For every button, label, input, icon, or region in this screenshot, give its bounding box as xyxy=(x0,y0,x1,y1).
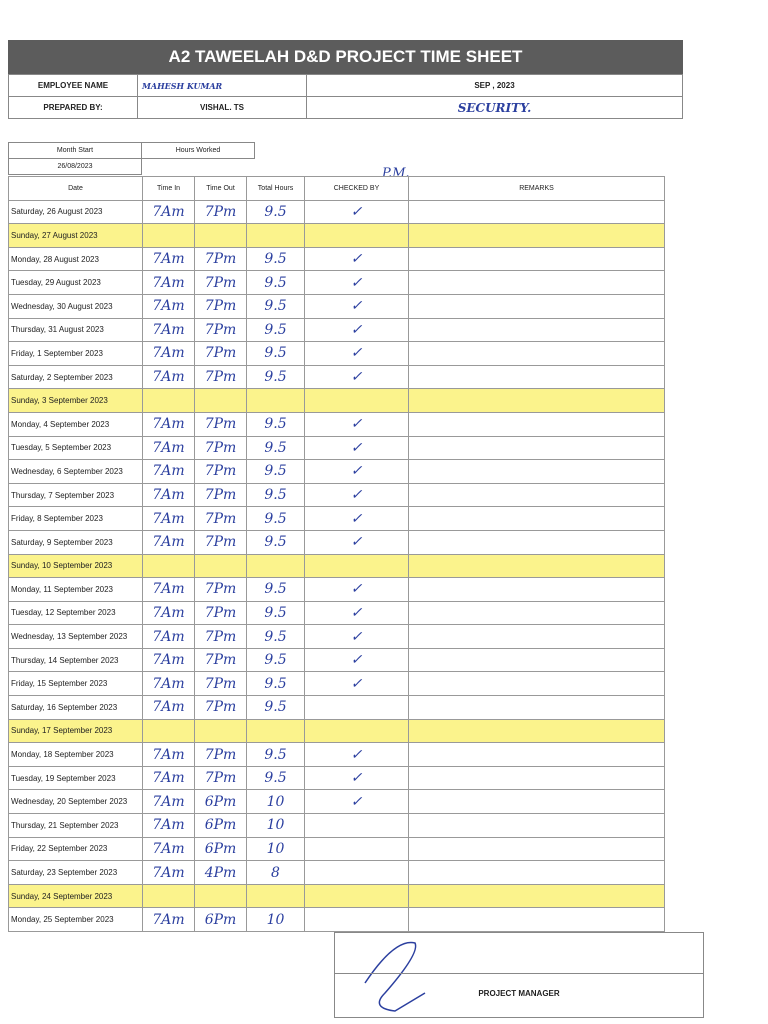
date-cell: Sunday, 24 September 2023 xyxy=(9,884,143,908)
checked-by-cell: ✓ xyxy=(305,601,409,625)
total-hours-cell: 9.5 xyxy=(247,625,305,649)
table-row xyxy=(9,554,665,578)
time-in-cell: 7Am xyxy=(143,578,195,602)
table-row xyxy=(9,908,665,932)
total-hours-cell: 9.5 xyxy=(247,530,305,554)
total-hours-cell: 9.5 xyxy=(247,672,305,696)
time-in-cell: 7Am xyxy=(143,271,195,295)
date-cell: Tuesday, 5 September 2023 xyxy=(9,436,143,460)
checked-by-cell xyxy=(305,554,409,578)
checked-by-cell: ✓ xyxy=(305,412,409,436)
date-cell: Wednesday, 20 September 2023 xyxy=(9,790,143,814)
table-row xyxy=(9,625,665,649)
time-out-cell: 7Pm xyxy=(195,460,247,484)
time-out-cell: 7Pm xyxy=(195,507,247,531)
table-row xyxy=(9,318,665,342)
remarks-cell xyxy=(409,507,665,531)
time-out-cell: 7Pm xyxy=(195,648,247,672)
table-row xyxy=(9,483,665,507)
time-out-cell: 7Pm xyxy=(195,200,247,224)
date-cell: Saturday, 9 September 2023 xyxy=(9,530,143,554)
table-row xyxy=(9,365,665,389)
time-in-cell: 7Am xyxy=(143,247,195,271)
checked-by-cell: ✓ xyxy=(305,294,409,318)
time-out-cell: 6Pm xyxy=(195,814,247,838)
date-cell: Monday, 11 September 2023 xyxy=(9,578,143,602)
prepared-by-value: VISHAL. TS xyxy=(138,97,307,119)
total-hours-cell: 9.5 xyxy=(247,318,305,342)
date-cell: Tuesday, 19 September 2023 xyxy=(9,766,143,790)
checked-by-cell: ✓ xyxy=(305,318,409,342)
time-in-cell: 7Am xyxy=(143,837,195,861)
timesheet-table xyxy=(8,176,665,932)
table-row xyxy=(9,342,665,366)
checked-by-cell: ✓ xyxy=(305,342,409,366)
remarks-cell xyxy=(409,743,665,767)
col-remarks: REMARKS xyxy=(409,177,665,201)
checked-by-cell: ✓ xyxy=(305,365,409,389)
position-value: SECURITY. xyxy=(307,97,683,119)
time-in-cell: 7Am xyxy=(143,507,195,531)
time-out-cell: 7Pm xyxy=(195,412,247,436)
total-hours-cell: 10 xyxy=(247,790,305,814)
remarks-cell xyxy=(409,884,665,908)
column-header-row xyxy=(9,177,665,201)
remarks-cell xyxy=(409,224,665,248)
checked-by-cell xyxy=(305,696,409,720)
checked-by-cell: ✓ xyxy=(305,625,409,649)
time-in-cell: 7Am xyxy=(143,648,195,672)
checked-by-cell: ✓ xyxy=(305,648,409,672)
checked-by-cell: ✓ xyxy=(305,507,409,531)
total-hours-cell: 9.5 xyxy=(247,412,305,436)
time-in-cell: 7Am xyxy=(143,696,195,720)
date-cell: Saturday, 2 September 2023 xyxy=(9,365,143,389)
table-row xyxy=(9,601,665,625)
date-cell: Monday, 25 September 2023 xyxy=(9,908,143,932)
date-cell: Friday, 15 September 2023 xyxy=(9,672,143,696)
date-cell: Friday, 22 September 2023 xyxy=(9,837,143,861)
time-out-cell: 7Pm xyxy=(195,696,247,720)
time-in-cell: 7Am xyxy=(143,436,195,460)
time-in-cell: 7Am xyxy=(143,625,195,649)
time-in-cell xyxy=(143,719,195,743)
remarks-cell xyxy=(409,412,665,436)
checked-by-cell xyxy=(305,837,409,861)
table-row xyxy=(9,743,665,767)
time-in-cell: 7Am xyxy=(143,412,195,436)
table-row xyxy=(9,648,665,672)
remarks-cell xyxy=(409,483,665,507)
remarks-cell xyxy=(409,460,665,484)
total-hours-cell xyxy=(247,389,305,413)
time-in-cell: 7Am xyxy=(143,601,195,625)
time-out-cell: 6Pm xyxy=(195,790,247,814)
pm-note: P.M. xyxy=(382,166,410,181)
total-hours-cell: 10 xyxy=(247,814,305,838)
time-in-cell: 7Am xyxy=(143,365,195,389)
remarks-cell xyxy=(409,530,665,554)
period-value: SEP , 2023 xyxy=(307,75,683,97)
total-hours-cell: 8 xyxy=(247,861,305,885)
checked-by-cell xyxy=(305,884,409,908)
table-row xyxy=(9,790,665,814)
total-hours-cell xyxy=(247,884,305,908)
checked-by-cell xyxy=(305,814,409,838)
time-in-cell: 7Am xyxy=(143,908,195,932)
remarks-cell xyxy=(409,554,665,578)
date-cell: Friday, 1 September 2023 xyxy=(9,342,143,366)
remarks-cell xyxy=(409,365,665,389)
table-row xyxy=(9,507,665,531)
checked-by-cell: ✓ xyxy=(305,483,409,507)
date-cell: Thursday, 21 September 2023 xyxy=(9,814,143,838)
checked-by-cell xyxy=(305,861,409,885)
time-in-cell: 7Am xyxy=(143,342,195,366)
time-in-cell: 7Am xyxy=(143,530,195,554)
remarks-cell xyxy=(409,342,665,366)
total-hours-cell: 9.5 xyxy=(247,200,305,224)
col-time-out: Time Out xyxy=(195,177,247,201)
time-in-cell: 7Am xyxy=(143,460,195,484)
total-hours-cell: 9.5 xyxy=(247,365,305,389)
remarks-cell xyxy=(409,389,665,413)
total-hours-cell: 9.5 xyxy=(247,294,305,318)
time-out-cell: 7Pm xyxy=(195,766,247,790)
date-cell: Saturday, 26 August 2023 xyxy=(9,200,143,224)
time-out-cell: 4Pm xyxy=(195,861,247,885)
date-cell: Wednesday, 6 September 2023 xyxy=(9,460,143,484)
date-cell: Monday, 28 August 2023 xyxy=(9,247,143,271)
remarks-cell xyxy=(409,625,665,649)
employee-name-value: MAHESH KUMAR xyxy=(138,75,307,97)
remarks-cell xyxy=(409,200,665,224)
table-row xyxy=(9,766,665,790)
time-out-cell xyxy=(195,389,247,413)
total-hours-cell: 9.5 xyxy=(247,743,305,767)
signature-divider xyxy=(335,973,703,974)
date-cell: Saturday, 23 September 2023 xyxy=(9,861,143,885)
header-table xyxy=(8,74,683,119)
remarks-cell xyxy=(409,294,665,318)
checked-by-cell: ✓ xyxy=(305,271,409,295)
time-out-cell: 7Pm xyxy=(195,483,247,507)
total-hours-cell: 9.5 xyxy=(247,342,305,366)
time-in-cell xyxy=(143,224,195,248)
time-in-cell: 7Am xyxy=(143,483,195,507)
time-out-cell: 7Pm xyxy=(195,271,247,295)
time-out-cell: 6Pm xyxy=(195,908,247,932)
time-out-cell: 7Pm xyxy=(195,294,247,318)
remarks-cell xyxy=(409,648,665,672)
checked-by-cell xyxy=(305,908,409,932)
total-hours-cell: 9.5 xyxy=(247,696,305,720)
table-row xyxy=(9,837,665,861)
remarks-cell xyxy=(409,601,665,625)
time-out-cell xyxy=(195,554,247,578)
date-cell: Sunday, 17 September 2023 xyxy=(9,719,143,743)
table-row xyxy=(9,578,665,602)
table-row xyxy=(9,412,665,436)
remarks-cell xyxy=(409,696,665,720)
hours-worked-label: Hours Worked xyxy=(142,143,255,159)
checked-by-cell xyxy=(305,224,409,248)
table-row xyxy=(9,530,665,554)
checked-by-cell: ✓ xyxy=(305,743,409,767)
remarks-cell xyxy=(409,672,665,696)
checked-by-cell: ✓ xyxy=(305,766,409,790)
remarks-cell xyxy=(409,837,665,861)
table-row xyxy=(9,861,665,885)
time-out-cell: 7Pm xyxy=(195,601,247,625)
remarks-cell xyxy=(409,318,665,342)
date-cell: Wednesday, 13 September 2023 xyxy=(9,625,143,649)
time-out-cell: 7Pm xyxy=(195,342,247,366)
table-row xyxy=(9,294,665,318)
remarks-cell xyxy=(409,578,665,602)
table-row xyxy=(9,224,665,248)
time-out-cell: 7Pm xyxy=(195,578,247,602)
checked-by-cell: ✓ xyxy=(305,200,409,224)
time-in-cell: 7Am xyxy=(143,814,195,838)
remarks-cell xyxy=(409,766,665,790)
checked-by-cell: ✓ xyxy=(305,672,409,696)
checked-by-cell: ✓ xyxy=(305,460,409,484)
table-row xyxy=(9,696,665,720)
month-start-label: Month Start xyxy=(9,143,142,159)
sheet-title: A2 TAWEELAH D&D PROJECT TIME SHEET xyxy=(8,40,683,74)
checked-by-cell: ✓ xyxy=(305,247,409,271)
month-start-value: 26/08/2023 xyxy=(9,159,142,175)
table-row xyxy=(9,436,665,460)
total-hours-cell: 10 xyxy=(247,908,305,932)
table-row xyxy=(9,814,665,838)
time-out-cell: 7Pm xyxy=(195,743,247,767)
date-cell: Saturday, 16 September 2023 xyxy=(9,696,143,720)
table-row xyxy=(9,271,665,295)
time-in-cell xyxy=(143,389,195,413)
date-cell: Monday, 4 September 2023 xyxy=(9,412,143,436)
checked-by-cell xyxy=(305,389,409,413)
time-out-cell xyxy=(195,884,247,908)
time-in-cell: 7Am xyxy=(143,861,195,885)
time-out-cell: 7Pm xyxy=(195,672,247,696)
date-cell: Tuesday, 12 September 2023 xyxy=(9,601,143,625)
table-row xyxy=(9,247,665,271)
remarks-cell xyxy=(409,719,665,743)
col-total-hours: Total Hours xyxy=(247,177,305,201)
total-hours-cell: 9.5 xyxy=(247,436,305,460)
total-hours-cell: 9.5 xyxy=(247,601,305,625)
date-cell: Sunday, 10 September 2023 xyxy=(9,554,143,578)
date-cell: Sunday, 3 September 2023 xyxy=(9,389,143,413)
total-hours-cell: 9.5 xyxy=(247,766,305,790)
time-in-cell: 7Am xyxy=(143,766,195,790)
checked-by-cell xyxy=(305,719,409,743)
time-in-cell xyxy=(143,884,195,908)
remarks-cell xyxy=(409,247,665,271)
time-out-cell: 7Pm xyxy=(195,436,247,460)
checked-by-cell: ✓ xyxy=(305,436,409,460)
col-time-in: Time In xyxy=(143,177,195,201)
time-in-cell xyxy=(143,554,195,578)
time-in-cell: 7Am xyxy=(143,200,195,224)
remarks-cell xyxy=(409,908,665,932)
col-checked-by: CHECKED BY xyxy=(305,177,409,201)
table-row xyxy=(9,672,665,696)
time-in-cell: 7Am xyxy=(143,790,195,814)
month-start-table xyxy=(8,142,255,175)
total-hours-cell: 9.5 xyxy=(247,507,305,531)
time-out-cell: 7Pm xyxy=(195,318,247,342)
time-out-cell xyxy=(195,719,247,743)
date-cell: Thursday, 14 September 2023 xyxy=(9,648,143,672)
employee-name-label: EMPLOYEE NAME xyxy=(9,75,138,97)
col-date: Date xyxy=(9,177,143,201)
total-hours-cell: 9.5 xyxy=(247,483,305,507)
total-hours-cell xyxy=(247,719,305,743)
date-cell: Monday, 18 September 2023 xyxy=(9,743,143,767)
time-in-cell: 7Am xyxy=(143,294,195,318)
date-cell: Thursday, 7 September 2023 xyxy=(9,483,143,507)
time-out-cell xyxy=(195,224,247,248)
time-out-cell: 7Pm xyxy=(195,530,247,554)
table-row xyxy=(9,719,665,743)
project-manager-label: PROJECT MANAGER xyxy=(478,989,560,998)
checked-by-cell: ✓ xyxy=(305,578,409,602)
total-hours-cell: 9.5 xyxy=(247,648,305,672)
time-in-cell: 7Am xyxy=(143,743,195,767)
total-hours-cell: 10 xyxy=(247,837,305,861)
time-in-cell: 7Am xyxy=(143,672,195,696)
date-cell: Tuesday, 29 August 2023 xyxy=(9,271,143,295)
table-row xyxy=(9,389,665,413)
table-row xyxy=(9,884,665,908)
prepared-by-label: PREPARED BY: xyxy=(9,97,138,119)
date-cell: Friday, 8 September 2023 xyxy=(9,507,143,531)
time-out-cell: 7Pm xyxy=(195,365,247,389)
signature-box xyxy=(334,932,704,1018)
remarks-cell xyxy=(409,271,665,295)
time-out-cell: 7Pm xyxy=(195,625,247,649)
time-in-cell: 7Am xyxy=(143,318,195,342)
date-cell: Sunday, 27 August 2023 xyxy=(9,224,143,248)
total-hours-cell xyxy=(247,554,305,578)
total-hours-cell xyxy=(247,224,305,248)
time-out-cell: 7Pm xyxy=(195,247,247,271)
total-hours-cell: 9.5 xyxy=(247,578,305,602)
total-hours-cell: 9.5 xyxy=(247,271,305,295)
table-row xyxy=(9,200,665,224)
remarks-cell xyxy=(409,436,665,460)
total-hours-cell: 9.5 xyxy=(247,247,305,271)
total-hours-cell: 9.5 xyxy=(247,460,305,484)
date-cell: Wednesday, 30 August 2023 xyxy=(9,294,143,318)
date-cell: Thursday, 31 August 2023 xyxy=(9,318,143,342)
checked-by-cell: ✓ xyxy=(305,530,409,554)
remarks-cell xyxy=(409,790,665,814)
remarks-cell xyxy=(409,861,665,885)
checked-by-cell: ✓ xyxy=(305,790,409,814)
table-row xyxy=(9,460,665,484)
remarks-cell xyxy=(409,814,665,838)
time-out-cell: 6Pm xyxy=(195,837,247,861)
